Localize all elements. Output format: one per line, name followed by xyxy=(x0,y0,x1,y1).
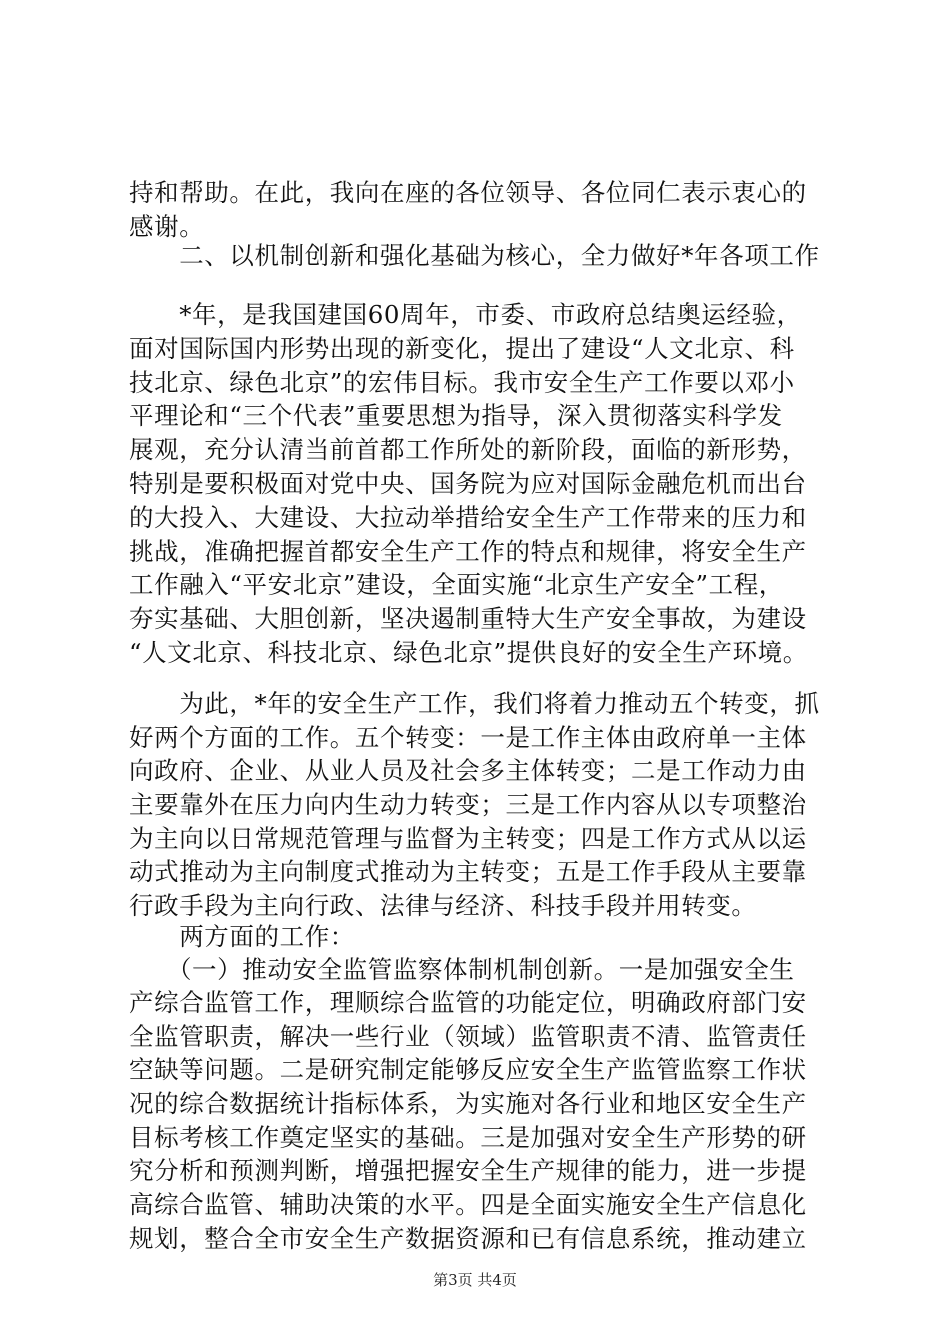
text-line: 产综合监管工作，理顺综合监管的功能定位，明确政府部门安 xyxy=(129,988,807,1017)
text-line: 规划，整合全市安全生产数据资源和已有信息系统，推动建立 xyxy=(129,1224,807,1253)
text-line: 向政府、企业、从业人员及社会多主体转变；二是工作动力由 xyxy=(129,756,807,785)
text-line: 持和帮助。在此，我向在座的各位领导、各位同仁表示衷心的 xyxy=(129,178,807,207)
text-line: 夯实基础、大胆创新，坚决遏制重特大生产安全事故，为建设 xyxy=(129,604,807,633)
text-line: 特别是要积极面对党中央、国务院为应对国际金融危机而出台 xyxy=(129,469,807,498)
text-line: 全监管职责，解决一些行业（领域）监管职责不清、监管责任 xyxy=(129,1022,807,1051)
text-line: 主要靠外在压力向内生动力转变；三是工作内容从以专项整治 xyxy=(129,790,807,819)
text-line: 高综合监管、辅助决策的水平。四是全面实施安全生产信息化 xyxy=(129,1190,807,1219)
text-line: 行政手段为主向行政、法律与经济、科技手段并用转变。 xyxy=(129,891,757,920)
text-line: *年，是我国建国60周年，市委、市政府总结奥运经验， xyxy=(129,300,802,329)
page-number: 第3页 共4页 xyxy=(433,1271,517,1289)
text-line: 两方面的工作： xyxy=(129,922,355,951)
text-line: 况的综合数据统计指标体系，为实施对各行业和地区安全生产 xyxy=(129,1089,807,1118)
text-line: 动式推动为主向制度式推动为主转变；五是工作手段从主要靠 xyxy=(129,857,807,886)
text-line: 目标考核工作奠定坚实的基础。三是加强对安全生产形势的研 xyxy=(129,1123,807,1152)
text-line: 工作融入“平安北京”建设，全面实施“北京生产安全”工程， xyxy=(129,570,784,599)
text-line: 究分析和预测判断，增强把握安全生产规律的能力，进一步提 xyxy=(129,1156,807,1185)
text-line: 好两个方面的工作。五个转变：一是工作主体由政府单一主体 xyxy=(129,723,807,752)
text-line: “人文北京、科技北京、绿色北京”提供良好的安全生产环境。 xyxy=(129,638,808,667)
text-line: 技北京、绿色北京”的宏伟目标。我市安全生产工作要以邓小 xyxy=(129,368,795,397)
text-line: 挑战，准确把握首都安全生产工作的特点和规律，将安全生产 xyxy=(129,537,807,566)
text-line: 为主向以日常规范管理与监督为主转变；四是工作方式从以运 xyxy=(129,824,807,853)
text-line: 展观，充分认清当前首都工作所处的新阶段，面临的新形势， xyxy=(129,435,807,464)
text-line: 的大投入、大建设、大拉动举措给安全生产工作带来的压力和 xyxy=(129,503,807,532)
text-line: 为此，*年的安全生产工作，我们将着力推动五个转变，抓 xyxy=(129,689,820,718)
text-line: 面对国际国内形势出现的新变化，提出了建设“人文北京、科 xyxy=(129,334,795,363)
section-heading: 二、以机制创新和强化基础为核心，全力做好*年各项工作 xyxy=(129,241,820,270)
text-line: 空缺等问题。二是研究制定能够反应安全生产监管监察工作状 xyxy=(129,1055,807,1084)
text-line: 平理论和“三个代表”重要思想为指导，深入贯彻落实科学发 xyxy=(129,401,783,430)
text-line: 感谢。 xyxy=(129,212,205,241)
text-line: （一）推动安全监管监察体制机制创新。一是加强安全生 xyxy=(129,955,795,984)
